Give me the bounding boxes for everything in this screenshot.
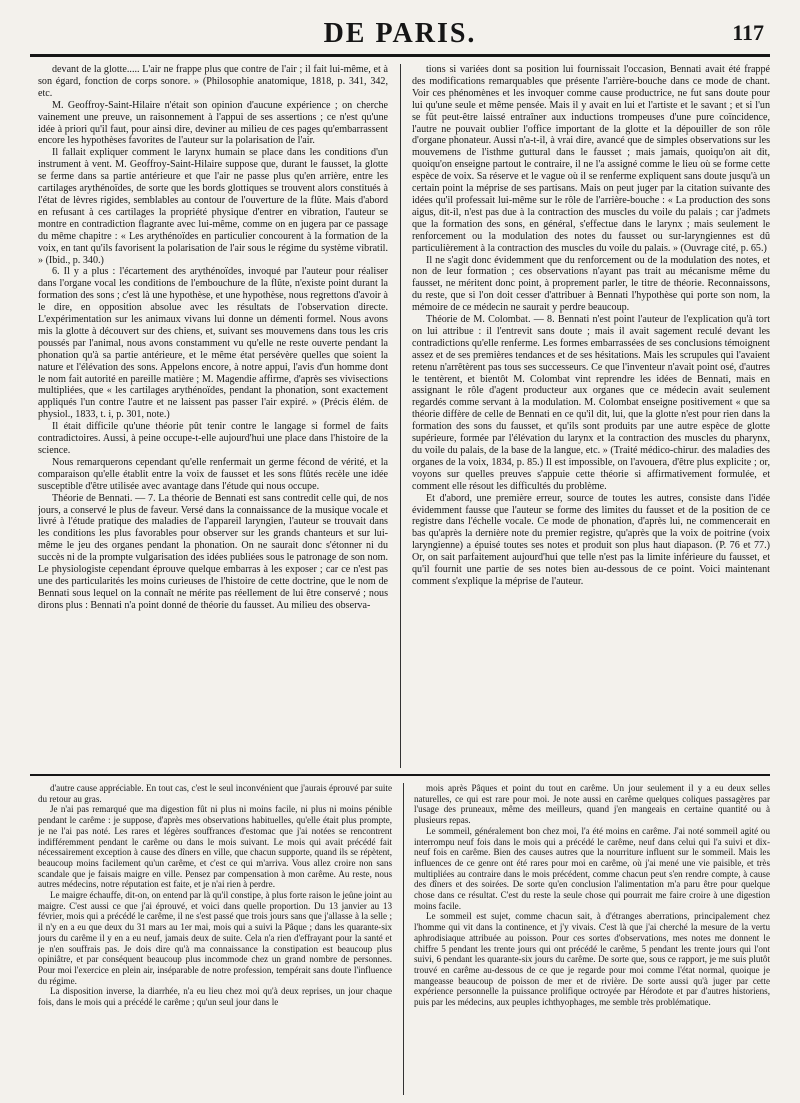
paragraph: tions si variées dont sa position lui fournissait l'occasion, Bennati avait été frappé des modifications remarquables que présente l'arrière-bouche dans ce mode de chant. Voir ces phénomènes et les invoquer comme cause productrice, ne fut sans doute pour lui qu'une seule et même pensée. Mais il y avait en lui et l'artiste et le savant ; et si l'un se fût peut-être laissé entraîner aux inductions trompeuses d'une pure coïncidence, l'autre ne pouvait oublier l'office important de la glotte et la dépouiller de son rôle d'organe phonateur. Aussi n'a-t-il, à vrai dire, avancé que de simples observations sur les mouvemens de l'isthme guttural dans le fausset ; mais jamais, quoiqu'on ait dit, quoiqu'on enseigne partout le contraire, il ne l'a assigné comme le lieu où se forme cette espèce de voix. Sa réserve et le vague où il se renferme expliquent sans doute jusqu'à un certain point la méprise de ses partisans. Mais on peut juger par la citation suivante des idées qu'il professait lui-même sur le rôle de l'arrière-bouche : « La production des sons aigus, dit-il, n'est pas due à la contraction des muscles du voile du palais ; car j'admets que la formation des sons, en général, s'effectue dans le larynx ; mais seulement le renforcement ou la modulation des notes du fausset ou sur-laryngiennes est dû particulièrement à la contraction des muscles du voile du palais. » (Ouvrage cité, p. 65.) (412, 64, 770, 254)
paragraph: devant de la glotte..... L'air ne frappe plus que contre de l'air ; il fait lui-même, et à son égard, fonction de corps sonore. » (Philosophie anatomique, 1818, p. 341, 342, etc. (38, 64, 388, 99)
upper-left-column (38, 64, 388, 768)
lower-left-column (38, 783, 392, 1095)
paragraph: Nous remarquerons cependant qu'elle renfermait un germe fécond de vérité, et la comparaison qu'elle établit entre la voix de fausset et les sons flûtés recèle une idée susceptible d'être utilisée avec avantage dans l'étude qui nous occupe. (38, 456, 388, 492)
upper-right-column (412, 64, 770, 768)
paragraph: 6. Il y a plus : l'écartement des arythénoïdes, invoqué par l'auteur pour réaliser dans l'organe vocal les conditions de l'embouchure de la flûte, n'existe point durant la formation des sons ; c'est là une hypothèse, et une hypothèse, nous regrettons d'avoir à le dire, en opposition absolue avec les résultats de l'observation directe. L'expérimentation sur les animaux vivans lui donne un démenti formel. Nous avons mis la glotte à découvert sur des chiens, et, suivant ses mouvemens dans tous les cris poussés par l'animal, nous avons constamment vu qu'elle ne reste ouverte pendant la phonation qu'à sa partie antérieure, et le même état persévère quelles que soient la nature et l'élévation des sons. Appelons encore, à notre appui, l'avis d'un homme dont le nom fait autorité en pareille matière ; M. Magendie affirme, d'après ses vivisections multipliées, que « les cartilages arythénoïdes, pendant la phonation, sont exactement appliqués l'un contre l'autre et ne laissent pas passer l'air expiré. » (Précis élém. de physiol., 1833, t. i, p. 301, note.) (38, 266, 388, 421)
column-divider (403, 783, 404, 1095)
upper-section (38, 64, 770, 768)
section-divider (30, 774, 770, 776)
paragraph: Le sommeil, généralement bon chez moi, l'a été moins en carême. J'ai noté sommeil agité ou interrompu neuf fois dans le mois qui a précédé le carême, neuf dans celui qui l'a suivi et dix-neuf fois en carême. Bien des causes autres que la nourriture influent sur le sommeil. Mais les influences de ce genre ont été rares pour moi en carême, où j'ai mené une vie paisible, et très multipliées au contraire dans le mois précédent, comme chacun peut s'en rendre compte, à cause des dîners et des soirées. De sorte qu'en conclusion l'alimentation m'a paru être pour quelque chose dans ce résultat. C'est du reste la seule chose qui pourrait me faire croire à une digestion moins facile. (414, 825, 770, 911)
paragraph: d'autre cause appréciable. En tout cas, c'est le seul inconvénient que j'aurais éprouvé par suite du retour au gras. (38, 783, 392, 804)
paragraph: Il était difficile qu'une théorie pût tenir contre le langage si formel de faits contradictoires. Aussi, à peine occupe-t-elle aujourd'hui une place dans l'histoire de la science. (38, 421, 388, 456)
lower-right-column (414, 783, 770, 1095)
lower-section (38, 783, 770, 1095)
paragraph: Théorie de Bennati. — 7. La théorie de Bennati est sans contredit celle qui, de nos jours, a conservé le plus de faveur. Versé dans la connaissance de la musique vocale et livré à l'étude pratique des maladies de l'appareil laryngien, l'auteur se trouvait dans les conditions les plus favorables pour observer sur les grands chanteurs et sur lui-même le jeu des organes pendant la phonation. On ne saurait donc s'étonner ni du succès ni de la prompte vulgarisation des idées publiées sous le patronage de son nom. Le physiologiste cependant éprouve quelque embarras à les exposer ; car ce n'est pas une des particularités les moins curieuses de l'histoire de cette doctrine, que le nom de Bennati sous lequel on la connaît ne mérite pas réellement de lui être conservé ; nous dirons plus : Bennati n'a point donné de théorie du fausset. Au milieu des observa- (38, 492, 388, 611)
paragraph: Il fallait expliquer comment le larynx humain se place dans les conditions d'un instrument à vent. M. Geoffroy-Saint-Hilaire suppose que, durant le fausset, la glotte se ferme dans sa partie antérieure et que l'air ne passe plus qu'en arrière, entre les cartilages arythénoïdes, de sorte que les bords glottiques se trouvent alors constitués à l'état de lèvres rigides, semblables au contour de l'ouverture de la flûte. Mais d'abord en refusant à ces cartilages la propriété physique d'entrer en vibration, l'auteur se montre en contradiction flagrante avec lui-même, comme on en jugera par ce passage du même chapitre : « Les arythénoïdes en particulier concourent à la formation de la voix, en tant qu'ils favorisent la polarisation de l'air sous le régime du système vibratil. » (Ibid., p. 340.) (38, 147, 388, 266)
paragraph: Il ne s'agit donc évidemment que du renforcement ou de la modulation des notes, et non de leur formation ; ces observations n'ayant pas trait au mécanisme même du fausset, ne méritent donc point, à proprement parler, le titre de théorie. Reconnaissons, du reste, que si l'on doit cesser d'attribuer à Bennati l'hypothèse qui porte son nom, la mémoire de ce médecin ne saurait y perdre beaucoup. (412, 254, 770, 314)
page-header (30, 14, 770, 54)
running-title: DE PARIS. (323, 18, 477, 49)
paragraph: Je n'ai pas remarqué que ma digestion fût ni plus ni moins facile, ni plus ni moins pénible pendant le carême : je suppose, d'après mes observations habituelles, qu'elle était plus prompte, je ne l'ai pas noté. Les rares et légères souffrances d'estomac que j'ai notées se rencontrent indifféremment pendant le carême ou dans le mois suivant. Le mois qui avait précédé fait nécessairement exception à cause des dîners en ville, que chacun supporte, quand ils se répètent, beaucoup moins facilement qu'un carême, et c'est ce qui m'arriva. Vous allez croire non sans scandale que je faisais maigre en ville. Pensez par compensation à mon carême. Au reste, nous autres médecins, notre réputation est faite, et je n'ai rien à perdre. (38, 804, 392, 890)
paragraph: M. Geoffroy-Saint-Hilaire n'était son opinion d'aucune expérience ; on cherche vainement une preuve, un raisonnement à l'appui de ses assertions ; ce n'est qu'une idée à priori qu'il faut, pour ainsi dire, deviner au milieu de ces pages qu'embarrassent encore les hypothèses favorites de l'auteur sur la polarisation de l'air. (38, 99, 388, 147)
paragraph: Le sommeil est sujet, comme chacun sait, à d'étranges aberrations, principalement chez l'homme qui vit dans la continence, et j'y vivais. C'est là que j'ai cherché la mesure de la vertu aphrodisiaque attribuée au poisson. Pour ces sortes d'observations, mes notes me donnent le chiffre 5 pendant les trente jours qui ont précédé le carême, 5 pendant les trente jours qui l'ont suivi, 6 pendant les quarante-six jours du carême. De sorte que, sous ce rapport, je me suis plutôt trouvé en carême au-dessous de ce que je regarde pour moi comme l'état normal, quoique je mangeasse beaucoup de poisson de mer et de rivière. De sorte aussi qu'à juger par cette expérience personnelle la puissance prolifique octroyée par Hérodote et par d'autres historiens, puis par les médecins, aux peuples ichthyophages, me semble très problématique. (414, 911, 770, 1008)
page-number: 117 (732, 20, 764, 45)
paragraph: La disposition inverse, la diarrhée, n'a eu lieu chez moi qu'à deux reprises, un jour chaque fois, dans le mois qui a précédé le carême ; qu'un seul jour dans le (38, 986, 392, 1008)
header-rule (30, 54, 770, 57)
paragraph: Théorie de M. Colombat. — 8. Bennati n'est point l'auteur de l'explication qu'à tort on lui attribue : il l'entrevit sans doute ; mais il avait sagement reculé devant les contradictions qu'elle renferme. Les formes embarrassées de ses conclusions témoignent assez et de ses premières tendances et de ses hésitations. Mais les scrupules qui l'avaient retenu n'arrêtèrent pas tous ses successeurs. Ce que l'inventeur n'avait point osé, d'autres le tentèrent, et bientôt M. Colombat vint reprendre les idées de Bennati, mais en assignant le rôle d'agent producteur aux organes que ce médecin avait seulement regardés comme servant à la modulation. M. Colombat enseigne positivement « que sa théorie diffère de celle de Bennati en ce qu'il dit, lui, que la glotte n'est pour rien dans la formation des sons du fausset, et qu'ils sont produits par une autre espèce de glotte supérieure, formée par l'élévation du larynx et la contraction des muscles du pharynx, du voile du palais, de la base de la langue, etc. » (Traité médico-chirur. des maladies des organes de la voix, 1834, p. 85.) Il est impossible, on l'avouera, d'être plus explicite ; or, voyons sur quelles preuves s'appuie cette théorie si affirmativement formulée, et comment elle résout les difficultés du problème. (412, 314, 770, 492)
column-divider (400, 64, 401, 768)
paragraph: Le maigre échauffe, dit-on, on entend par là qu'il constipe, à plus forte raison le jeûne joint au maigre. C'est aussi ce que j'ai éprouvé, et voici dans quelle proportion. Du 13 janvier au 13 février, mois qui a précédé le carême, il ne s'est passé que trois jours sans que j'allasse à la selle ; il n'y en a eu que deux du 31 mars au 1er mai, mois qui a suivi la Pâque ; dans les quarante-six jours du carême il y en a eu neuf, jamais deux de suite. Cela n'a rien d'effrayant pour la santé et je n'en souffrais pas. Je dois dire qu'à ma connaissance la constipation est beaucoup plus opiniâtre, et par conséquent beaucoup plus incommode chez un grand nombre de personnes. Pour moi l'exercice en plein air, inséparable de notre profession, tempérait sans doute l'influence du régime. (38, 890, 392, 986)
paragraph: mois après Pâques et point du tout en carême. Un jour seulement il y a eu deux selles naturelles, ce qui est rare pour moi. Je note aussi en carême quelques coliques passagères par l'usage des pruneaux, même des meilleurs, quand j'en mangeais en certaine quantité ou à plusieurs repas. (414, 783, 770, 826)
paragraph: Et d'abord, une première erreur, source de toutes les autres, consiste dans l'idée évidemment fausse que l'auteur se forme des limites du fausset et de la position de ce registre dans l'échelle vocale. Ce mode de phonation, d'après lui, ne commencerait en bas qu'après la dernière note du premier registre, qu'après que la voix de poitrine (voix laryngienne) a épuisé toutes ses notes et produit son plus haut diapason. (P. 76 et 77.) Or, on sait parfaitement aujourd'hui que telle n'est pas la limite inférieure du fausset, et qu'il fournit une partie de ses notes bien au-dessous de ce point. Voici maintenant comment s'explique la méprise de l'auteur. (412, 492, 770, 587)
